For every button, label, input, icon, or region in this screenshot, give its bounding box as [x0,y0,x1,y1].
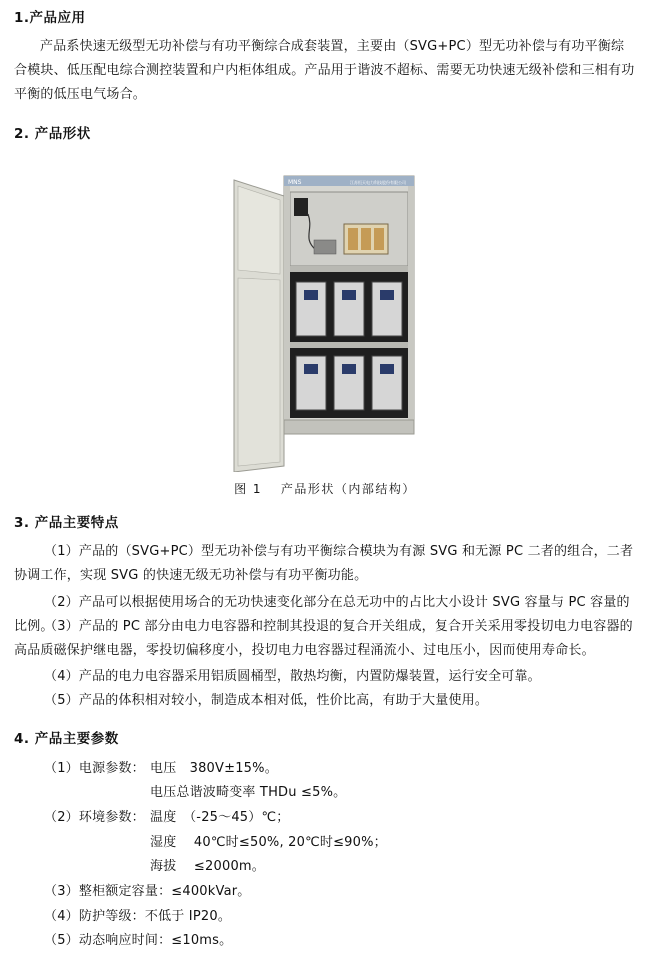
cabinet-illustration [232,174,418,472]
param-capacity: （3）整柜额定容量：≤400kVar。 [44,884,251,899]
section-heading-shape: 2. 产品形状 [14,126,91,142]
section-heading-application: 1.产品应用 [14,10,86,26]
figure-caption: 图 1 产品形状（内部结构） [234,482,416,496]
feature-item-3: （3）产品的 PC 部分由电力电容器和控制其投退的复合开关组成，复合开关采用零投切电力电容器的高品质磁保护继电器，零投切偏移度小，投切电力电容器过程涌流小、过电压小，因而使用寿命长。 [14,619,633,658]
param-power-label: （1）电源参数： [44,761,145,776]
feature-item-5: （5）产品的体积相对较小，制造成本相对低，性价比高，有助于大量使用。 [44,693,489,708]
param-power-thd: 电压总谐波畸变率 THDu ≤5%。 [150,785,347,800]
application-paragraph: 产品系快速无级型无功补偿与有功平衡综合成套装置，主要由（SVG+PC）型无功补偿与有功平衡综合模块、低压配电综合测控装置和户内柜体组成。产品用于谐波不超标、需要无功快速无级补偿和三相有功平衡的低压电气场合。 [14,39,635,102]
param-power-voltage: 电压 380V±15%。 [150,761,278,776]
param-protection: （4）防护等级：不低于 IP20。 [44,909,232,924]
param-env-humidity: 湿度 40℃时≤50%, 20℃时≤90%； [150,835,387,850]
section-heading-features: 3. 产品主要特点 [14,515,119,531]
cabinet-figure [232,174,418,472]
feature-item-2: （2）产品可以根据使用场合的无功快速变化部分在总无功中的占比大小设计 SVG 容量与 PC 容量的比例。 [14,595,630,634]
param-env-temp: 温度 （-25～45）℃； [150,810,290,825]
cabinet-company-label: 江苏恒天电力科技股份有限公司 [350,180,406,185]
section-heading-parameters: 4. 产品主要参数 [14,731,119,747]
param-env-altitude: 海拔 ≤2000m。 [150,859,265,874]
feature-item-1: （1）产品的（SVG+PC）型无功补偿与有功平衡综合模块为有源 SVG 和无源 PC 二者的组合，二者协调工作，实现 SVG 的快速无级无功补偿与有功平衡功能。 [14,544,634,583]
feature-item-4: （4）产品的电力电容器采用铝质圆桶型，散热均衡，内置防爆装置，运行安全可靠。 [44,669,541,684]
param-env-label: （2）环境参数： [44,810,145,825]
param-response: （5）动态响应时间：≤10ms。 [44,933,233,948]
cabinet-brand-label: MNS [288,179,302,186]
